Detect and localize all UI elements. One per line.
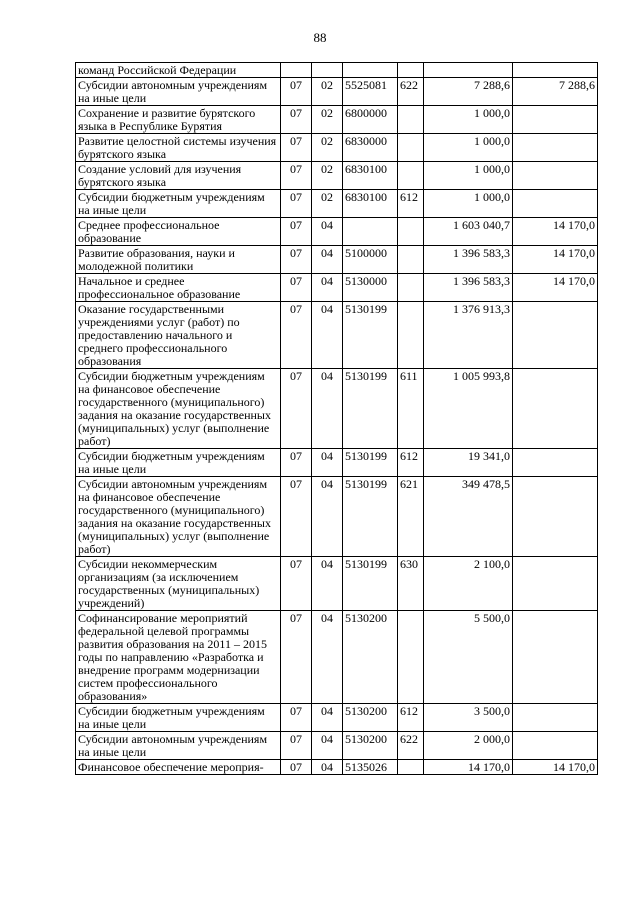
subsection-code-cell: 04	[312, 246, 343, 274]
federal-amount-cell: 14 170,0	[513, 218, 598, 246]
amount-cell: 349 478,5	[424, 477, 513, 557]
federal-amount-cell: 14 170,0	[513, 760, 598, 775]
federal-amount-cell	[513, 134, 598, 162]
expense-type-cell: 622	[398, 78, 424, 106]
row-name-cell: Сохранение и развитие бурятского языка в Республике Бурятия	[76, 106, 281, 134]
expense-type-cell: 612	[398, 704, 424, 732]
amount-cell: 7 288,6	[424, 78, 513, 106]
expense-type-cell: 621	[398, 477, 424, 557]
federal-amount-cell	[513, 611, 598, 704]
expense-type-cell	[398, 760, 424, 775]
table-row	[76, 760, 598, 775]
expense-type-cell	[398, 302, 424, 369]
subsection-code-cell: 04	[312, 477, 343, 557]
federal-amount-cell	[513, 477, 598, 557]
expense-type-cell	[398, 63, 424, 78]
target-article-cell: 5525081	[343, 78, 398, 106]
page-number: 88	[313, 30, 327, 45]
row-name-cell: Оказание государственными учреждениями услуг (работ) по предоставлению начального и среднего профессионального образования	[76, 302, 281, 369]
amount-cell: 5 500,0	[424, 611, 513, 704]
amount-cell	[424, 63, 513, 78]
row-name-cell: Развитие образования, науки и молодежной политики	[76, 246, 281, 274]
expense-type-cell	[398, 246, 424, 274]
federal-amount-cell	[513, 732, 598, 760]
expense-type-cell	[398, 218, 424, 246]
row-name-cell: команд Российской Федерации	[76, 63, 281, 78]
section-code-cell: 07	[281, 190, 312, 218]
federal-amount-cell: 14 170,0	[513, 246, 598, 274]
row-name-cell: Субсидии бюджетным учреждениям на иные цели	[76, 190, 281, 218]
amount-cell: 1 005 993,8	[424, 369, 513, 449]
section-code-cell: 07	[281, 449, 312, 477]
target-article-cell: 6830100	[343, 190, 398, 218]
federal-amount-cell	[513, 369, 598, 449]
target-article-cell: 5130200	[343, 611, 398, 704]
federal-amount-cell	[513, 449, 598, 477]
row-name-cell: Субсидии бюджетным учреждениям на иные цели	[76, 449, 281, 477]
subsection-code-cell: 02	[312, 78, 343, 106]
subsection-code-cell: 02	[312, 190, 343, 218]
subsection-code-cell: 02	[312, 134, 343, 162]
target-article-cell: 5130199	[343, 369, 398, 449]
table-row	[76, 449, 598, 477]
target-article-cell: 5130000	[343, 274, 398, 302]
target-article-cell: 5135026	[343, 760, 398, 775]
table-row	[76, 302, 598, 369]
section-code-cell: 07	[281, 732, 312, 760]
amount-cell: 2 100,0	[424, 557, 513, 611]
row-name-cell: Софинансирование мероприятий федеральной целевой программы развития образования на 2011 – 2015 годы по направлению «Разработка и внедрение программ модернизации систем профессионального образования»	[76, 611, 281, 704]
target-article-cell: 5100000	[343, 246, 398, 274]
subsection-code-cell: 04	[312, 732, 343, 760]
table-row	[76, 274, 598, 302]
target-article-cell: 6830100	[343, 162, 398, 190]
section-code-cell	[281, 63, 312, 78]
federal-amount-cell	[513, 302, 598, 369]
table-row	[76, 246, 598, 274]
section-code-cell: 07	[281, 78, 312, 106]
federal-amount-cell	[513, 106, 598, 134]
section-code-cell: 07	[281, 218, 312, 246]
section-code-cell: 07	[281, 557, 312, 611]
subsection-code-cell: 02	[312, 106, 343, 134]
subsection-code-cell: 04	[312, 302, 343, 369]
expense-type-cell	[398, 611, 424, 704]
subsection-code-cell: 04	[312, 218, 343, 246]
amount-cell: 3 500,0	[424, 704, 513, 732]
target-article-cell: 6830000	[343, 134, 398, 162]
section-code-cell: 07	[281, 611, 312, 704]
expense-type-cell: 612	[398, 449, 424, 477]
row-name-cell: Субсидии автономным учреждениям на иные цели	[76, 732, 281, 760]
amount-cell: 1 000,0	[424, 190, 513, 218]
federal-amount-cell: 7 288,6	[513, 78, 598, 106]
table-row	[76, 704, 598, 732]
subsection-code-cell: 04	[312, 557, 343, 611]
table-row	[76, 369, 598, 449]
section-code-cell: 07	[281, 106, 312, 134]
federal-amount-cell	[513, 63, 598, 78]
expense-type-cell: 612	[398, 190, 424, 218]
row-name-cell: Субсидии автономным учреждениям на финансовое обеспечение государственного (муниципального) задания на оказание государственных (муниципальных) услуг (выполнение работ)	[76, 477, 281, 557]
section-code-cell: 07	[281, 477, 312, 557]
target-article-cell: 5130199	[343, 449, 398, 477]
expense-type-cell	[398, 162, 424, 190]
subsection-code-cell: 04	[312, 369, 343, 449]
section-code-cell: 07	[281, 274, 312, 302]
row-name-cell: Субсидии некоммерческим организациям (за исключением государственных (муниципальных) учреждений)	[76, 557, 281, 611]
federal-amount-cell	[513, 704, 598, 732]
expense-type-cell: 630	[398, 557, 424, 611]
amount-cell: 14 170,0	[424, 760, 513, 775]
row-name-cell: Субсидии бюджетным учреждениям на иные цели	[76, 704, 281, 732]
table-row	[76, 218, 598, 246]
target-article-cell	[343, 218, 398, 246]
table-row	[76, 557, 598, 611]
expense-type-cell	[398, 134, 424, 162]
section-code-cell: 07	[281, 760, 312, 775]
amount-cell: 1 376 913,3	[424, 302, 513, 369]
table-row	[76, 190, 598, 218]
section-code-cell: 07	[281, 302, 312, 369]
subsection-code-cell: 04	[312, 611, 343, 704]
table-row	[76, 477, 598, 557]
target-article-cell: 5130199	[343, 302, 398, 369]
subsection-code-cell: 04	[312, 760, 343, 775]
amount-cell: 19 341,0	[424, 449, 513, 477]
expense-type-cell: 611	[398, 369, 424, 449]
row-name-cell: Субсидии бюджетным учреждениям на финансовое обеспечение государственного (муниципального) задания на оказание государственных (муниципальных) услуг (выполнение работ)	[76, 369, 281, 449]
row-name-cell: Развитие целостной системы изучения бурятского языка	[76, 134, 281, 162]
target-article-cell	[343, 63, 398, 78]
amount-cell: 1 396 583,3	[424, 246, 513, 274]
subsection-code-cell: 04	[312, 704, 343, 732]
target-article-cell: 5130199	[343, 477, 398, 557]
row-name-cell: Финансовое обеспечение мероприя-	[76, 760, 281, 775]
section-code-cell: 07	[281, 704, 312, 732]
federal-amount-cell	[513, 190, 598, 218]
subsection-code-cell: 04	[312, 274, 343, 302]
subsection-code-cell: 04	[312, 449, 343, 477]
amount-cell: 1 000,0	[424, 106, 513, 134]
budget-table	[75, 62, 598, 775]
table-row	[76, 732, 598, 760]
amount-cell: 1 603 040,7	[424, 218, 513, 246]
target-article-cell: 5130200	[343, 704, 398, 732]
section-code-cell: 07	[281, 162, 312, 190]
subsection-code-cell: 02	[312, 162, 343, 190]
amount-cell: 1 000,0	[424, 134, 513, 162]
row-name-cell: Начальное и среднее профессиональное образование	[76, 274, 281, 302]
row-name-cell: Среднее профессиональное образование	[76, 218, 281, 246]
amount-cell: 1 000,0	[424, 162, 513, 190]
expense-type-cell	[398, 106, 424, 134]
amount-cell: 2 000,0	[424, 732, 513, 760]
section-code-cell: 07	[281, 246, 312, 274]
section-code-cell: 07	[281, 134, 312, 162]
subsection-code-cell	[312, 63, 343, 78]
table-row	[76, 134, 598, 162]
target-article-cell: 5130200	[343, 732, 398, 760]
federal-amount-cell: 14 170,0	[513, 274, 598, 302]
target-article-cell: 6800000	[343, 106, 398, 134]
row-name-cell: Создание условий для изучения бурятского языка	[76, 162, 281, 190]
federal-amount-cell	[513, 557, 598, 611]
table-row	[76, 611, 598, 704]
section-code-cell: 07	[281, 369, 312, 449]
table-row	[76, 63, 598, 78]
table-row	[76, 78, 598, 106]
expense-type-cell: 622	[398, 732, 424, 760]
target-article-cell: 5130199	[343, 557, 398, 611]
table-row	[76, 106, 598, 134]
amount-cell: 1 396 583,3	[424, 274, 513, 302]
table-body	[76, 63, 598, 775]
expense-type-cell	[398, 274, 424, 302]
federal-amount-cell	[513, 162, 598, 190]
table-row	[76, 162, 598, 190]
row-name-cell: Субсидии автономным учреждениям на иные цели	[76, 78, 281, 106]
